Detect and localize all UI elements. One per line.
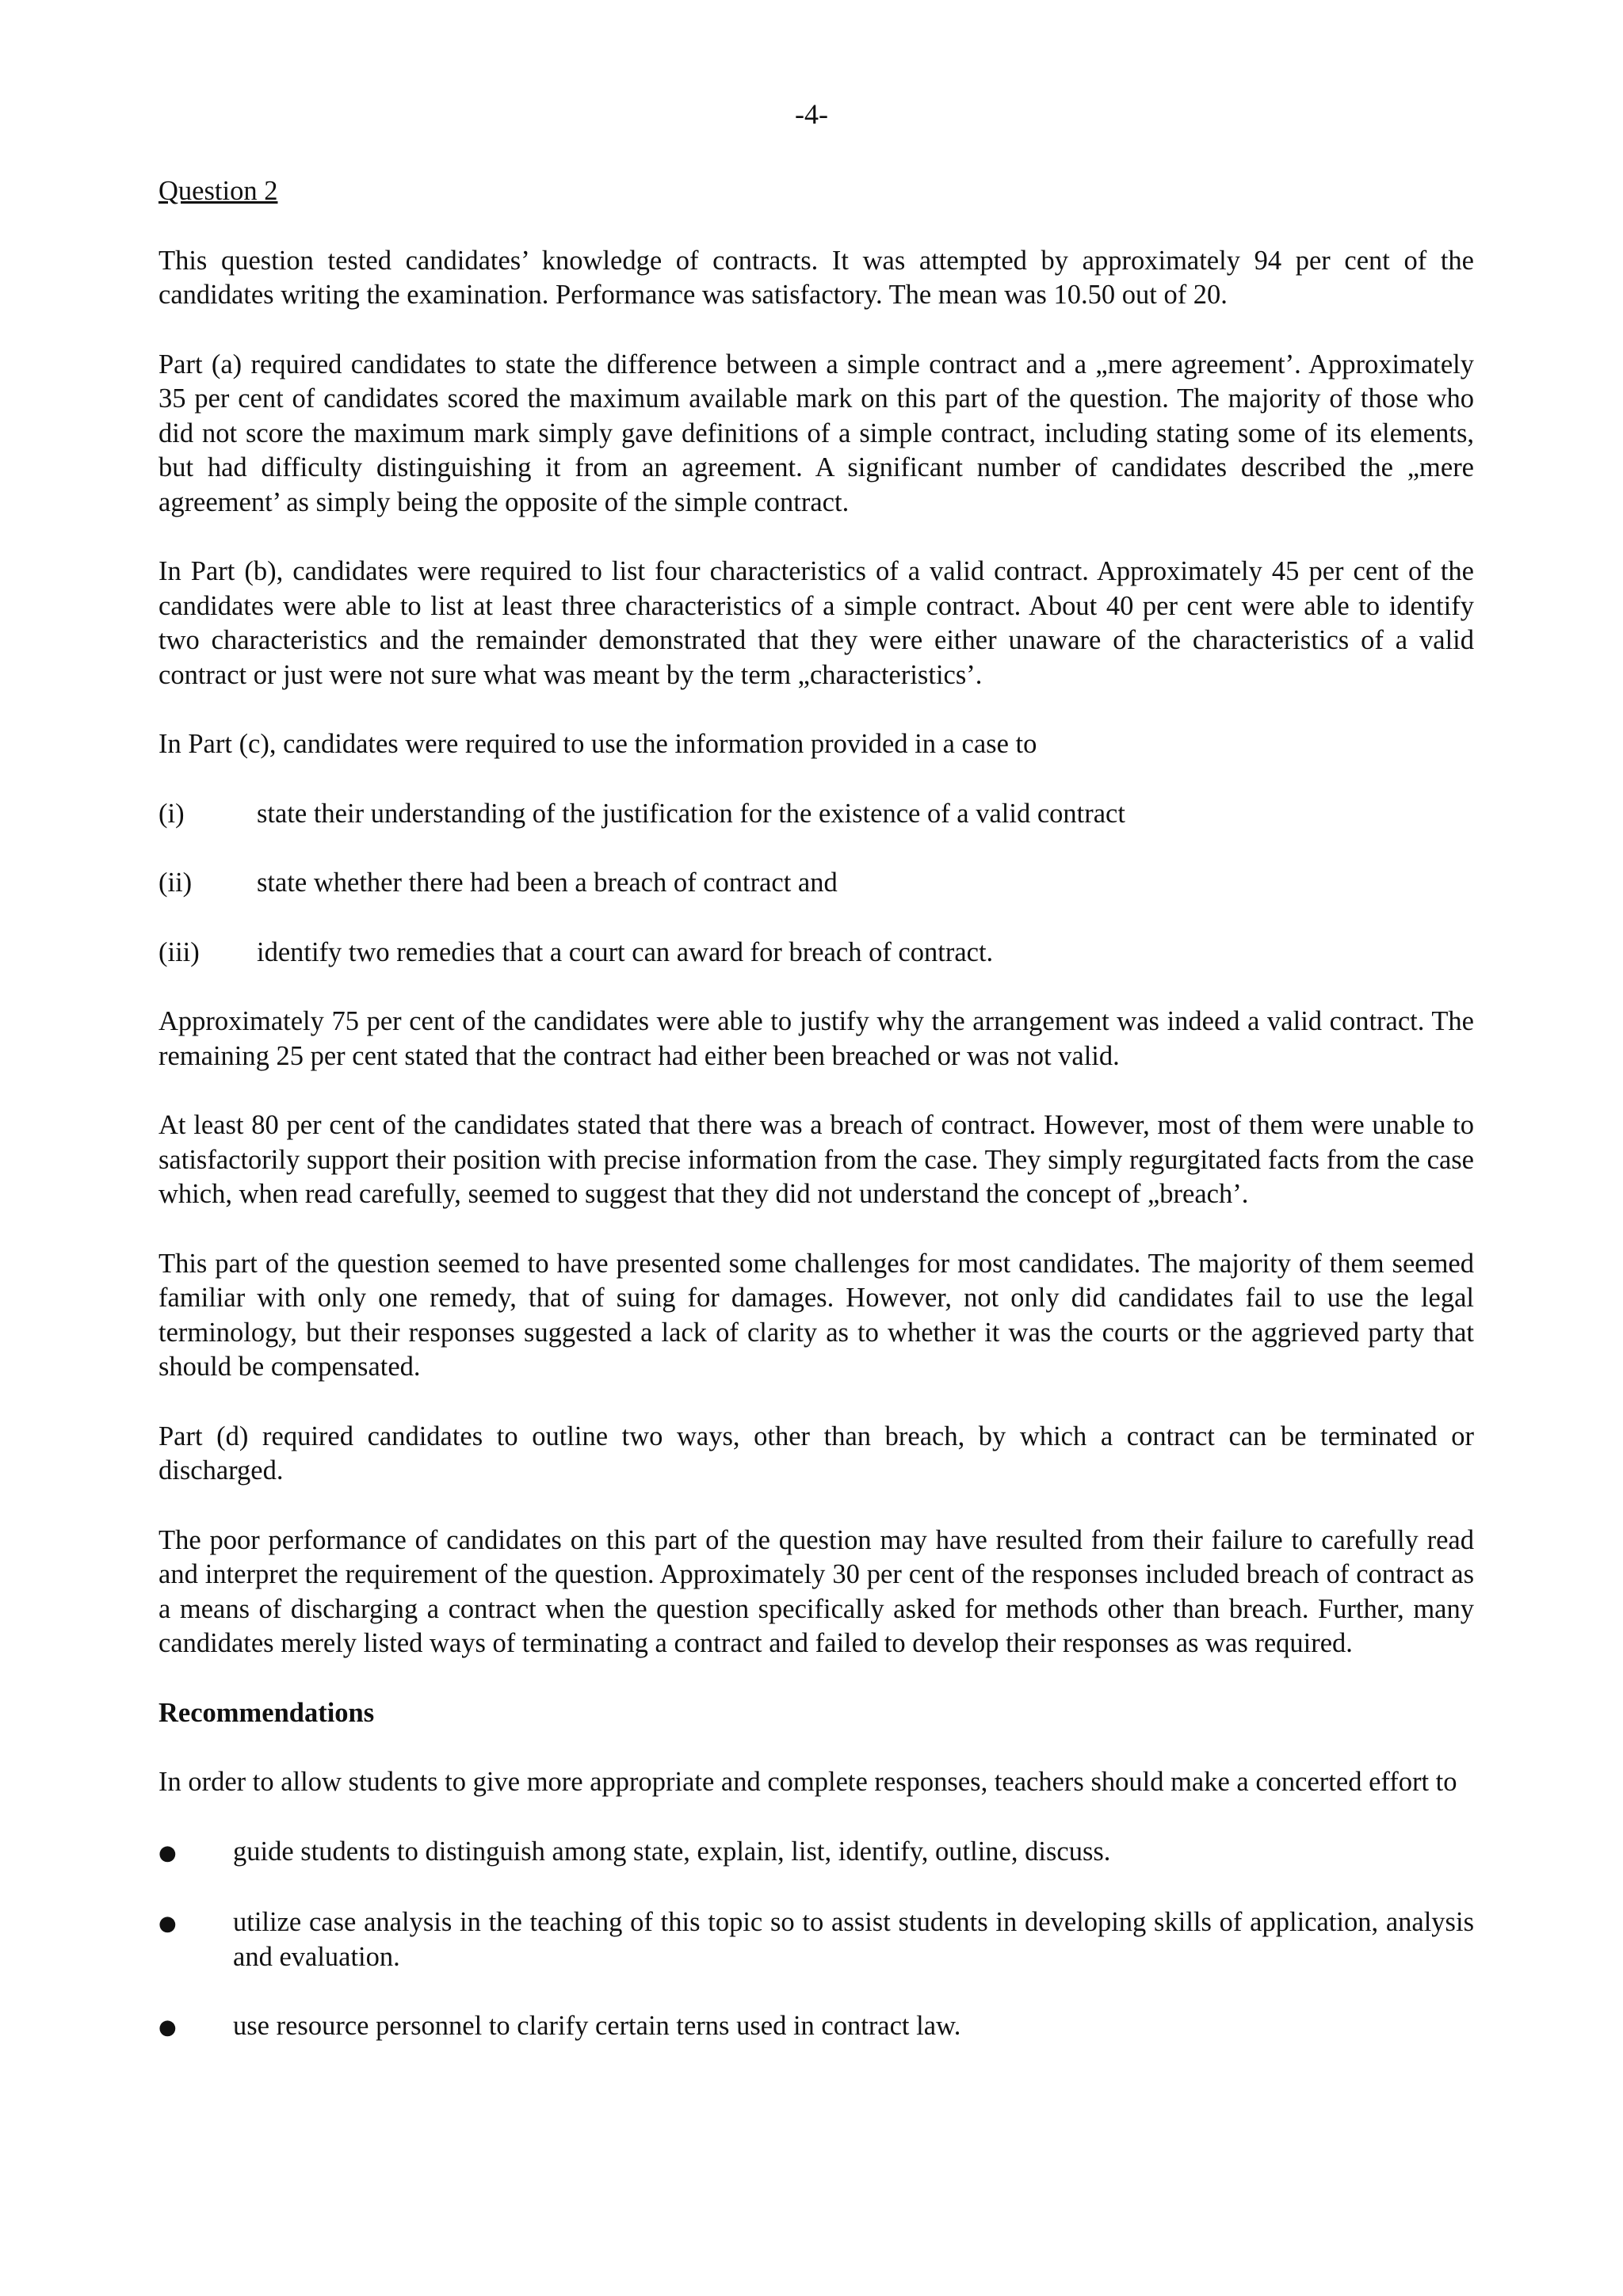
bullet-icon: ● — [158, 1912, 177, 1936]
part-d-paragraph: Part (d) required candidates to outline two ways, other than breach, by which a contract can be terminated or discharged. — [158, 1421, 1474, 1486]
list-item-label: (ii) — [158, 868, 193, 898]
recommendation-item — [158, 1905, 1474, 1974]
list-item-text: state their understanding of the justification for the existence of a valid contract — [257, 798, 1125, 829]
bullet-icon: ● — [158, 1840, 177, 1865]
part-c-validity-paragraph: Approximately 75 per cent of the candidates were able to justify why the arrangement was indeed a valid contract. The remaining 25 per cent stated that the contract had either been breached or was not valid. — [158, 1006, 1474, 1071]
recommendations-heading: Recommendations — [158, 1697, 375, 1728]
part-c-list-item — [158, 936, 1474, 971]
part-a-paragraph: Part (a) required candidates to state the difference between a simple contract and a „mere agreement’. Approximately 35 per cent of candidates scored the maximum available mark on this part of the question. The majority of those who did not score the maximum mark simply gave definitions of a simple contract, including stating some of its elements, but had difficulty distinguishing it from an agreement. A significant number of candidates described the „mere agreement’ as simply being the opposite of the simple contract. — [158, 349, 1474, 517]
part-b-paragraph: In Part (b), candidates were required to list four characteristics of a valid contract. Approximately 45 per cent of the candidates were able to list at least three characteristics of a simple contract. About 40 per cent were able to identify two characteristics and the remainder demonstrated that they were either unaware of the characteristics of a valid contract or just were not sure what was meant by the term „characteristics’. — [158, 556, 1474, 690]
part-d-performance-paragraph: The poor performance of candidates on this part of the question may have resulted from their failure to carefully read and interpret the requirement of the question. Approximately 30 per cent of the responses included breach of contract as a means of discharging a contract when the question specifically asked for methods other than breach. Further, many candidates merely listed ways of terminating a contract and failed to develop their responses as was required. — [158, 1524, 1474, 1658]
recommendation-text: guide students to distinguish among state, explain, list, identify, outline, discuss. — [233, 1836, 1111, 1867]
question-heading: Question 2 — [158, 176, 278, 206]
part-c-list-item — [158, 866, 1474, 901]
recommendation-text: utilize case analysis in the teaching of this topic so to assist students in developing skills of application, analysis and evaluation. — [233, 1907, 1474, 1972]
page-number: -4- — [795, 98, 828, 130]
recommendation-text: use resource personnel to clarify certain terns used in contract law. — [233, 2011, 961, 2041]
list-item-text: identify two remedies that a court can award for breach of contract. — [257, 936, 994, 967]
question-intro-paragraph: This question tested candidates’ knowledge of contracts. It was attempted by approximately 94 per cent of the candidates writing the examination. Performance was satisfactory. The mean was 10.50 out of 20. — [158, 245, 1474, 310]
part-c-remedies-paragraph: This part of the question seemed to have presented some challenges for most candidates. The majority of them seemed familiar with only one remedy, that of suing for damages. However, not only did candidates fail to use the legal terminology, but their responses suggested a lack of clarity as to whether it was the courts or the aggrieved party that should be compensated. — [158, 1248, 1474, 1382]
list-item-label: (iii) — [158, 936, 200, 967]
recommendation-item — [158, 1835, 1474, 1871]
recommendation-item — [158, 2009, 1474, 2046]
report-body — [158, 174, 1474, 2081]
list-item-label: (i) — [158, 798, 185, 829]
recommendations-intro-paragraph: In order to allow students to give more appropriate and complete responses, teachers should make a concerted effort to — [158, 1767, 1457, 1797]
part-c-list-item — [158, 797, 1474, 832]
part-c-breach-paragraph: At least 80 per cent of the candidates stated that there was a breach of contract. However, most of them were unable to satisfactorily support their position with precise information from the case. They simply regurgitated facts from the case which, when read carefully, seemed to suggest that they did not understand the concept of „breach’. — [158, 1110, 1474, 1209]
bullet-icon: ● — [158, 2016, 177, 2039]
part-c-intro-paragraph: In Part (c), candidates were required to use the information provided in a case to — [158, 729, 1037, 759]
list-item-text: state whether there had been a breach of contract and — [257, 868, 838, 898]
